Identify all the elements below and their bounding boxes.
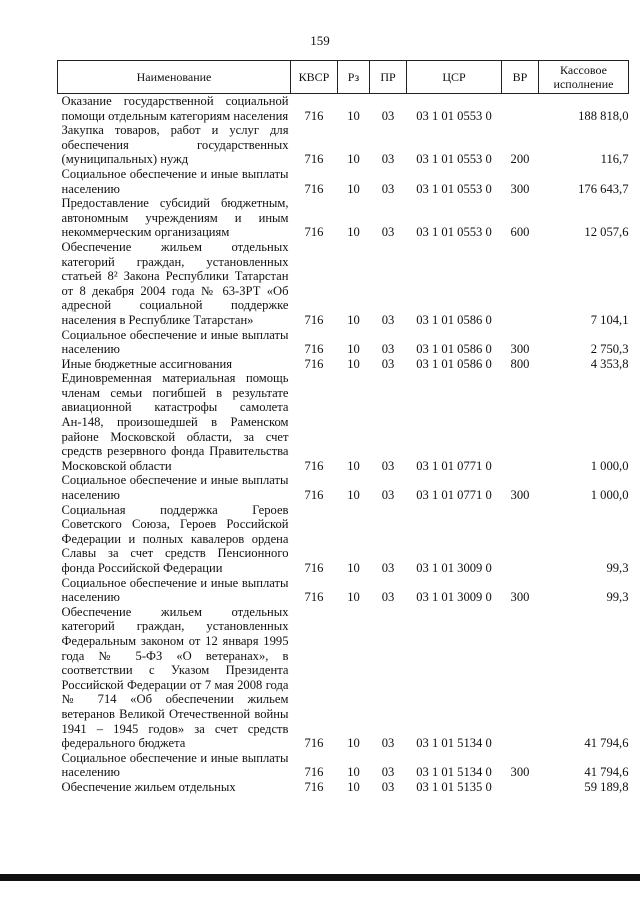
- header-pr: ПР: [370, 61, 407, 94]
- cell-name: Закупка товаров, работ и услуг для обеспечения государственных (муниципальных) нужд: [61, 123, 289, 167]
- cell-vr: 600: [510, 225, 530, 240]
- cell-name: Социальное обеспечение и иные выплаты населению: [61, 327, 289, 357]
- cell-amount: 1 000,0: [590, 488, 629, 503]
- cell-name: Предоставление субсидий бюджетным, автономным учреждениям и иным некоммерческим организациям: [61, 196, 289, 240]
- cell-rz: 10: [347, 458, 360, 473]
- cell-amount: 41 794,6: [584, 736, 629, 751]
- cell-rz: 10: [347, 181, 360, 196]
- cell-pr: 03: [381, 779, 395, 794]
- cell-name: Социальная поддержка Героев Советского Союза, Героев Российской Федерации и полных кавалеров ордена Славы за счет средств Пенсионного фонда Российской Федерации: [61, 502, 289, 575]
- cell-kvsr: 716: [304, 356, 324, 371]
- cell-name: Иные бюджетные ассигнования: [61, 356, 233, 371]
- cell-csr: 03 1 01 3009 0: [416, 590, 492, 605]
- cell-amount: 99,3: [606, 561, 629, 575]
- table-row: [58, 503, 629, 576]
- cell-rz: 10: [347, 488, 360, 503]
- cell-csr: 03 1 01 0553 0: [416, 181, 492, 196]
- cell-pr: 03: [381, 152, 395, 167]
- table-body: [58, 94, 629, 795]
- cell-rz: 10: [347, 561, 360, 575]
- cell-csr: 03 1 01 0553 0: [416, 225, 492, 240]
- cell-rz: 10: [347, 342, 360, 357]
- cell-vr: 800: [510, 356, 530, 371]
- cell-amount: 41 794,6: [584, 765, 629, 780]
- cell-csr: 03 1 01 0771 0: [416, 458, 492, 473]
- cell-vr: 300: [510, 342, 530, 357]
- table-row: [58, 123, 629, 167]
- cell-csr: 03 1 01 0586 0: [416, 342, 492, 357]
- cell-amount: 4 353,8: [590, 356, 629, 371]
- cell-vr: [502, 94, 539, 124]
- cell-kvsr: 716: [304, 765, 324, 780]
- cell-kvsr: 716: [304, 342, 324, 357]
- cell-rz: 10: [347, 108, 360, 123]
- cell-pr: 03: [381, 312, 395, 327]
- cell-name: Социальное обеспечение и иные выплаты населению: [61, 166, 289, 196]
- header-vr: ВР: [502, 61, 539, 94]
- cell-pr: 03: [381, 342, 395, 357]
- table-row: [58, 240, 629, 328]
- cell-kvsr: 716: [304, 736, 324, 751]
- cell-pr: 03: [381, 765, 395, 780]
- cell-amount: 7 104,1: [590, 312, 629, 327]
- cell-pr: 03: [381, 225, 395, 240]
- scan-edge-bar: [0, 874, 640, 881]
- cell-name: Социальное обеспечение и иные выплаты населению: [61, 473, 289, 503]
- cell-name: Обеспечение жильем отдельных категорий граждан, установленных статьей 8² Закона Республики Татарстан от 8 декабря 2004 года № 63-ЗРТ «Об адресной социальной поддержке населения в Республике Татарстан»: [61, 239, 289, 327]
- cell-csr: 03 1 01 5134 0: [416, 736, 492, 751]
- cell-kvsr: 716: [304, 779, 324, 794]
- cell-vr: 300: [510, 590, 530, 605]
- cell-vr: [502, 240, 539, 328]
- cell-kvsr: 716: [304, 590, 324, 605]
- header-rz: Рз: [338, 61, 370, 94]
- table-row: [58, 576, 629, 605]
- budget-table: [57, 60, 629, 795]
- table-row: [58, 751, 629, 780]
- cell-amount: 2 750,3: [590, 342, 629, 357]
- header-name: Наименование: [58, 61, 291, 94]
- table-row: [58, 780, 629, 795]
- table-row: [58, 371, 629, 473]
- cell-pr: 03: [381, 488, 395, 503]
- cell-name: Социальное обеспечение и иные выплаты населению: [61, 750, 289, 780]
- cell-rz: 10: [347, 736, 360, 751]
- cell-vr: 300: [510, 488, 530, 503]
- cell-csr: 03 1 01 0771 0: [416, 488, 492, 503]
- cell-csr: 03 1 01 0586 0: [416, 312, 492, 327]
- header-amount: Кассовое исполнение: [539, 61, 629, 94]
- header-csr: ЦСР: [407, 61, 502, 94]
- cell-amount: 59 189,8: [584, 779, 629, 794]
- table-row: [58, 605, 629, 751]
- page-number: 159: [310, 33, 330, 48]
- cell-rz: 10: [347, 312, 360, 327]
- cell-csr: 03 1 01 5134 0: [416, 765, 492, 780]
- cell-rz: 10: [347, 225, 360, 240]
- cell-kvsr: 716: [304, 312, 324, 327]
- cell-rz: 10: [347, 356, 360, 371]
- cell-kvsr: 716: [304, 488, 324, 503]
- cell-pr: 03: [381, 458, 395, 473]
- cell-pr: 03: [381, 181, 395, 196]
- cell-rz: 10: [347, 590, 360, 605]
- table-row: [58, 328, 629, 357]
- cell-csr: 03 1 01 3009 0: [416, 561, 492, 575]
- cell-name: Единовременная материальная помощь членам семьи погибшей в результате авиационной катастрофы самолета Ан-148, произошедшей в Раменском районе Московской области, за счет средств резервного фонда Правительства Московской области: [61, 371, 289, 473]
- table-row: [58, 94, 629, 124]
- table-row: [58, 357, 629, 372]
- table-row: [58, 167, 629, 196]
- cell-kvsr: 716: [304, 152, 324, 167]
- cell-vr: [502, 371, 539, 473]
- cell-rz: 10: [347, 779, 360, 794]
- cell-vr: [502, 780, 539, 795]
- cell-csr: 03 1 01 0586 0: [416, 356, 492, 371]
- cell-amount: 188 818,0: [578, 108, 629, 123]
- cell-pr: 03: [381, 108, 395, 123]
- cell-vr: 300: [510, 765, 530, 780]
- cell-csr: 03 1 01 0553 0: [416, 152, 492, 167]
- cell-pr: 03: [381, 561, 395, 575]
- cell-vr: [502, 503, 539, 576]
- cell-vr: 300: [510, 181, 530, 196]
- cell-rz: 10: [347, 152, 360, 167]
- table-header: [58, 61, 629, 94]
- header-kvsr: КВСР: [291, 61, 338, 94]
- cell-kvsr: 716: [304, 225, 324, 240]
- cell-amount: 116,7: [600, 152, 629, 167]
- table-row: [58, 473, 629, 502]
- cell-name: Обеспечение жильем отдельных: [61, 779, 236, 794]
- cell-pr: 03: [381, 356, 395, 371]
- cell-name: Оказание государственной социальной помощи отдельным категориям населения: [61, 94, 289, 123]
- cell-pr: 03: [381, 736, 395, 751]
- cell-kvsr: 716: [304, 108, 324, 123]
- cell-amount: 99,3: [606, 590, 629, 605]
- cell-vr: 200: [510, 152, 530, 167]
- cell-csr: 03 1 01 0553 0: [416, 108, 492, 123]
- cell-rz: 10: [347, 765, 360, 780]
- cell-pr: 03: [381, 590, 395, 605]
- cell-vr: [502, 605, 539, 751]
- cell-kvsr: 716: [304, 458, 324, 473]
- cell-name: Обеспечение жильем отдельных категорий граждан, установленных Федеральным законом от 12 января 1995 года № 5-ФЗ «О ветеранах», в соответствии с Указом Президента Российской Федерации от 7 мая 2008 года № 714 «Об обеспечении жильем ветеранов Великой Отечественной войны 1941 – 1945 годов» за счет средств федерального бюджета: [61, 604, 289, 751]
- cell-kvsr: 716: [304, 181, 324, 196]
- cell-csr: 03 1 01 5135 0: [416, 779, 492, 794]
- cell-kvsr: 716: [304, 561, 324, 575]
- cell-amount: 176 643,7: [578, 181, 629, 196]
- cell-amount: 1 000,0: [590, 458, 629, 473]
- cell-amount: 12 057,6: [584, 225, 629, 240]
- cell-name: Социальное обеспечение и иные выплаты населению: [61, 575, 289, 605]
- table-row: [58, 196, 629, 240]
